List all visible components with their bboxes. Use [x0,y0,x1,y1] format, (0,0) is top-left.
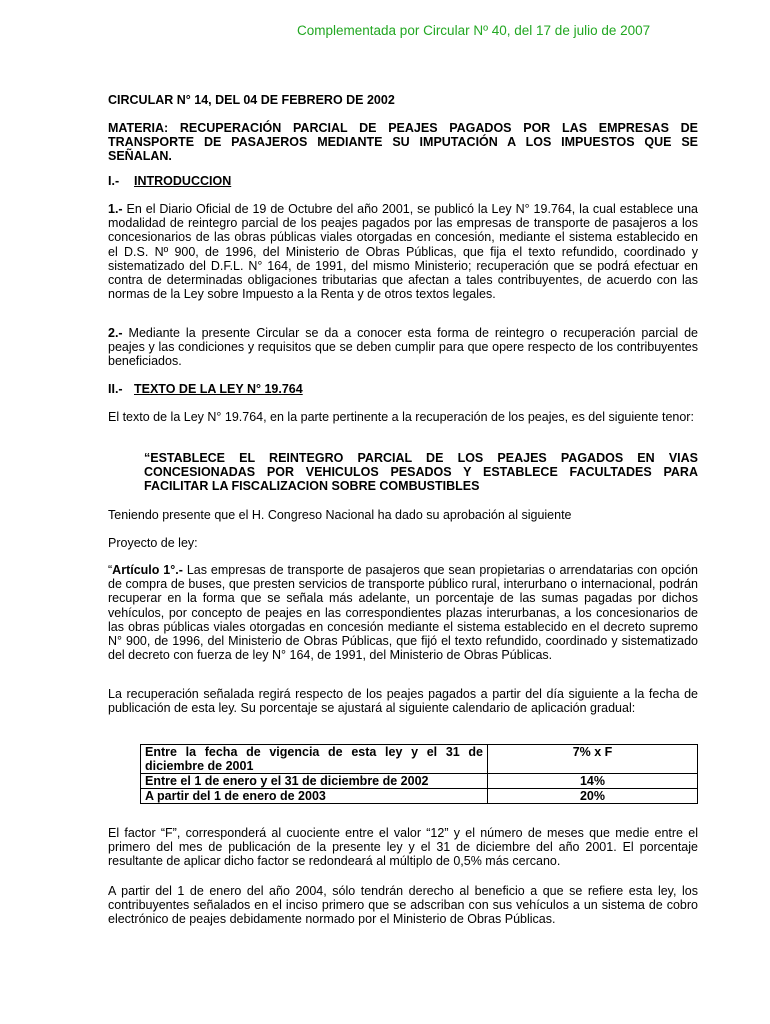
paragraph-9: A partir del 1 de enero del año 2004, sólo tendrán derecho al beneficio a que se refiere esta ley, los contribuyentes señalados en el inciso primero que se adscriban con sus vehículos a un sistema de cobro electrónico de peajes debidamente normado por el Ministerio de Obras Públicas. [108,884,698,927]
section-heading-1 [108,174,231,188]
paragraph-1 [108,202,698,301]
paragraph-4: Teniendo presente que el H. Congreso Nacional ha dado su aprobación al siguiente [108,508,572,522]
paragraph-2 [108,326,698,369]
rate-cell: 14% [488,774,698,789]
article-text: Las empresas de transporte de pasajeros que sean propietarias o arrendatarias con opción de compra de buses, que presten servicios de transporte público rural, interurbano o internacional, podrán recuperar en la forma que se señala más adelante, un porcentaje de las sumas pagadas por dichos vehículos, por concepto de peajes en las correspondientes plazas interurbanas, a los concesionarios de las obras públicas viales otorgadas en concesión mediante el sistema establecido en el decreto supremo N° 900, de 1996, del Ministerio de Obras Públicas, que fijó el texto refundido, coordinado y sistematizado del decreto con fuerza de ley N° 164, de 1991, del Ministerio de Obras Públicas. [108,563,698,663]
paragraph-text: Mediante la presente Circular se da a conocer esta forma de reintegro o recuperación parcial de peajes y las condiciones y requisitos que se deben cumplir para que opere respecto de los contribuyentes beneficiados. [108,326,698,369]
paragraph-5: Proyecto de ley: [108,536,198,550]
section-number: I.- [108,174,120,188]
period-cell: A partir del 1 de enero de 2003 [141,789,488,804]
header-note: Complementada por Circular Nº 40, del 17 de julio de 2007 [297,23,651,38]
section-number: II.- [108,382,123,396]
table-row [141,774,698,789]
materia-subject: MATERIA: RECUPERACIÓN PARCIAL DE PEAJES PAGADOS POR LAS EMPRESAS DE TRANSPORTE DE PASAJEROS MEDIANTE SU IMPUTACIÓN A LOS IMPUESTOS QUE SE SEÑALAN. [108,121,698,163]
paragraph-number: 2.- [108,326,123,340]
rate-cell: 7% x F [488,745,698,774]
section-title: TEXTO DE LA LEY N° 19.764 [134,382,303,396]
law-title-quote: “ESTABLECE EL REINTEGRO PARCIAL DE LOS PEAJES PAGADOS EN VIAS CONCESIONADAS POR VEHICULOS PESADOS Y ESTABLECE FACULTADES PARA FACILITAR LA FISCALIZACION SOBRE COMBUSTIBLES [144,451,698,493]
rate-schedule-table [140,744,698,804]
section-title: INTRODUCCION [134,174,232,188]
rate-cell: 20% [488,789,698,804]
circular-title: CIRCULAR N° 14, DEL 04 DE FEBRERO DE 2002 [108,93,395,107]
paragraph-7: La recuperación señalada regirá respecto de los peajes pagados a partir del día siguiente a la fecha de publicación de esta ley. Su porcentaje se ajustará al siguiente calendario de aplicación gradual: [108,687,698,716]
paragraph-text: En el Diario Oficial de 19 de Octubre del año 2001, se publicó la Ley N° 19.764, la cual establece una modalidad de reintegro parcial de los peajes pagados por las empresas de transporte de pasajeros a los concesionarios de las obras públicas viales otorgadas en concesión, mediante el sistema establecido en el D.S. Nº 900, de 1996, del Ministerio de Obras Públicas, que fija el texto refundido, coordinado y sistematizado del D.F.L. N° 164, de 1991, del mismo Ministerio; recuperación que se podrá efectuar en contra de determinadas obligaciones tributarias que afectan a tales contribuyentes, de acuerdo con las normas de la Ley sobre Impuesto a la Renta y de otros textos legales. [108,202,698,302]
article-1 [108,563,698,662]
period-cell: Entre la fecha de vigencia de esta ley y el 31 de diciembre de 2001 [141,745,488,774]
table-row [141,745,698,774]
paragraph-8: El factor “F”, corresponderá al cuociente entre el valor “12” y el número de meses que medie entre el primero del mes de publicación de la presente ley y el 31 de diciembre del año 2001. El porcentaje resultante de aplicar dicho factor se redondeará al múltiplo de 0,5% más cercano. [108,826,698,869]
period-cell: Entre el 1 de enero y el 31 de diciembre de 2002 [141,774,488,789]
table-row [141,789,698,804]
section-heading-2 [108,382,303,396]
quote-mark: “ [108,563,113,577]
paragraph-number: 1.- [108,202,123,216]
article-number: Artículo 1°.- [112,563,183,577]
paragraph-3: El texto de la Ley N° 19.764, en la parte pertinente a la recuperación de los peajes, es del siguiente tenor: [108,410,694,424]
